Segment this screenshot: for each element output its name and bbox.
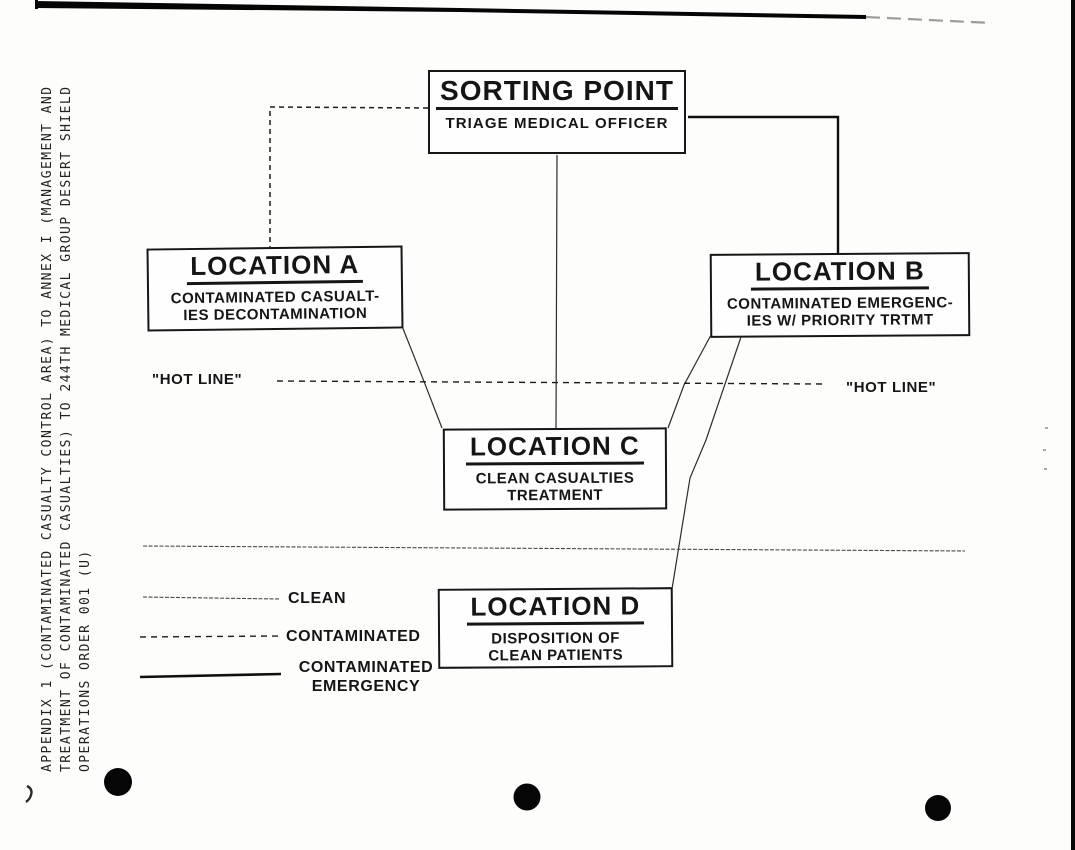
- hole-punch-right: [925, 795, 951, 821]
- margin-note-line-3: OPERATIONS ORDER 001 (U): [78, 549, 93, 772]
- scan-speck-1: [1045, 427, 1048, 429]
- hole-punch-left: [104, 768, 132, 796]
- connector-sorting-to-location-c: [556, 155, 557, 428]
- hot-line-dashed-boundary: [277, 381, 822, 384]
- scan-edge-top-fade: [866, 17, 992, 23]
- scan-edge-top-tick: [35, 0, 38, 9]
- location-d-subtitle-line-1: DISPOSITION OF: [491, 629, 620, 647]
- connector-location-a-to-c: [402, 326, 442, 428]
- scan-artifact-comma: [26, 786, 32, 802]
- scan-speck-2: [1043, 449, 1046, 451]
- node-location-b: [710, 252, 971, 338]
- location-a-subtitle: [171, 287, 380, 324]
- hot-line-label-left: "HOT LINE": [152, 371, 243, 388]
- margin-note-line-1: APPENDIX 1 (CONTAMINATED CASUALTY CONTROL AREA) TO ANNEX I (MANAGEMENT AND: [40, 85, 55, 772]
- location-c-subtitle-line-2: TREATMENT: [507, 486, 604, 504]
- location-a-subtitle-line-2: IES DECONTAMINATION: [183, 304, 368, 324]
- connector-location-b-to-c: [668, 335, 711, 428]
- scan-edge-top: [35, 1, 866, 19]
- legend-label-contaminated-emergency-line-1: CONTAMINATED: [298, 659, 434, 676]
- connector-sorting-to-location-b: [688, 117, 838, 253]
- margin-note: [38, 48, 95, 772]
- scan-speck-3: [1044, 468, 1047, 470]
- location-d-title: LOCATION D: [466, 592, 644, 625]
- node-location-d: [438, 587, 674, 669]
- location-b-subtitle-line-2: IES W/ PRIORITY TRTMT: [746, 310, 934, 330]
- location-b-subtitle: [727, 294, 954, 330]
- clean-boundary-line: [143, 546, 965, 551]
- connector-sorting-to-location-a: [270, 107, 428, 247]
- location-d-subtitle-line-2: CLEAN PATIENTS: [488, 646, 624, 665]
- location-c-subtitle: [476, 469, 635, 504]
- legend-line-contaminated-emergency: [140, 674, 281, 677]
- hole-punch-center: [514, 784, 541, 811]
- location-a-subtitle-line-1: CONTAMINATED CASUALT-: [170, 287, 380, 307]
- legend-label-contaminated: CONTAMINATED: [286, 628, 421, 645]
- scan-edge-right: [1071, 0, 1075, 850]
- location-b-title: LOCATION B: [751, 257, 929, 290]
- margin-note-line-2: TREATMENT OF CONTAMINATED CASUALTIES) TO 244TH MEDICAL GROUP DESERT SHIELD: [59, 85, 74, 772]
- legend-label-clean: CLEAN: [288, 590, 347, 607]
- sorting-point-title: SORTING POINT: [436, 76, 678, 110]
- sorting-point-subtitle: TRIAGE MEDICAL OFFICER: [445, 114, 669, 132]
- connector-location-b-to-d: [672, 337, 741, 589]
- hot-line-label-right: "HOT LINE": [846, 379, 937, 396]
- node-location-a: [147, 245, 404, 331]
- location-c-title: LOCATION C: [466, 433, 644, 465]
- location-d-subtitle: [488, 629, 623, 664]
- legend-line-clean: [143, 597, 280, 599]
- legend-label-contaminated-emergency-line-2: EMERGENCY: [311, 678, 421, 695]
- legend-label-contaminated-emergency: [286, 658, 446, 696]
- node-sorting-point: [428, 70, 686, 154]
- legend-line-contaminated: [140, 636, 280, 637]
- location-b-subtitle-line-1: CONTAMINATED EMERGENC-: [726, 293, 954, 313]
- location-c-subtitle-line-1: CLEAN CASUALTIES: [475, 469, 635, 487]
- node-location-c: [443, 427, 667, 510]
- location-a-title: LOCATION A: [186, 251, 363, 285]
